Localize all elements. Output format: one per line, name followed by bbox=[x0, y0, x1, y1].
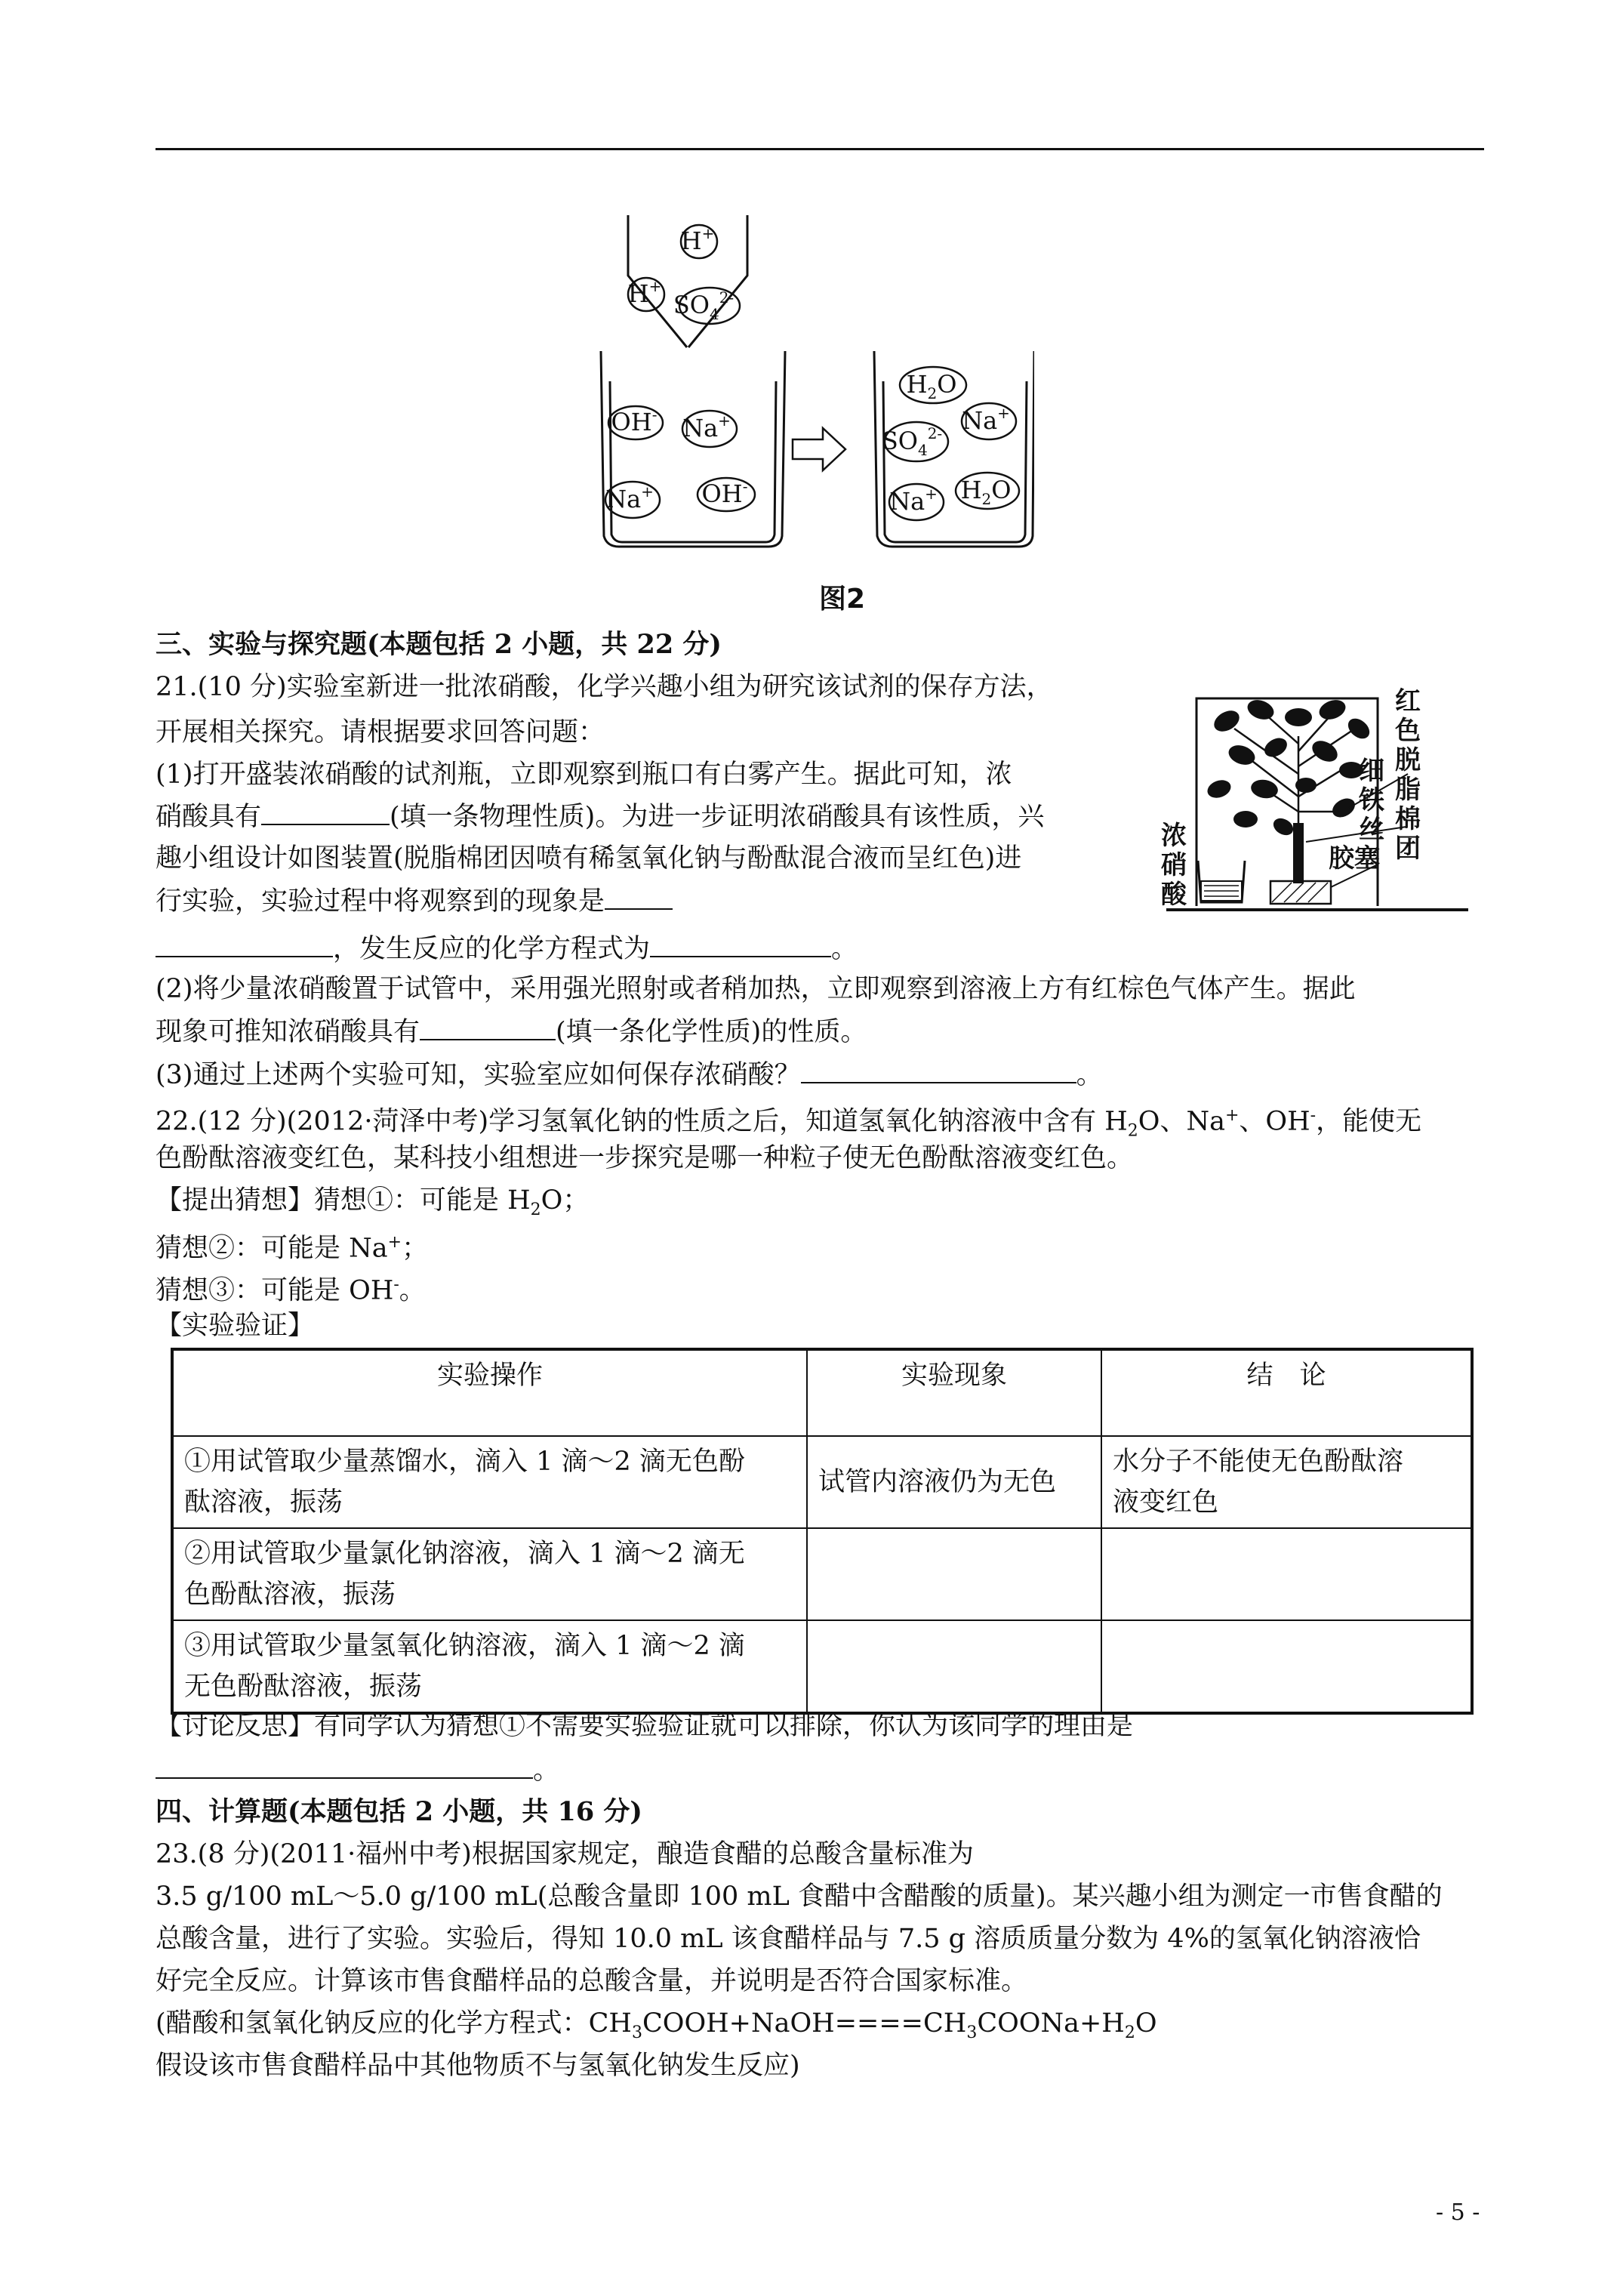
q21-l10-text: (3)通过上述两个实验可知，实验室应如何保存浓硝酸？ bbox=[156, 1060, 801, 1090]
q22-discuss: 【讨论反思】有同学认为猜想①不需要实验验证就可以排除，你认为该同学的理由是 bbox=[156, 1711, 1134, 1741]
q22-g2-a: 猜想②：可能是 Na bbox=[156, 1233, 388, 1264]
ion-h-2: H+ bbox=[627, 277, 662, 308]
q21-l4-end: (填一条物理性质)。为进一步证明浓硝酸具有该性质，兴 bbox=[390, 802, 1045, 832]
q22-g1-b: O； bbox=[540, 1185, 590, 1216]
row1-phenomenon: 试管内溶液仍为无色 bbox=[807, 1436, 1101, 1528]
header-phenomenon: 实验现象 bbox=[807, 1349, 1101, 1436]
q23-eq-b: COOH+NaOH====CH bbox=[642, 2008, 967, 2039]
ion-so4-right: $SO_4^{2-}$ bbox=[881, 424, 943, 459]
q22-guess-3: 猜想③：可能是 OH-。 bbox=[156, 1275, 426, 1306]
ion-na-4: Na+ bbox=[889, 485, 938, 516]
q22-l1-a: 22.(12 分)(2012·菏泽中考)学习氢氧化钠的性质之后，知道氢氧化钠溶液中含有 H bbox=[156, 1106, 1128, 1137]
q21-line-6 bbox=[156, 881, 673, 921]
q21-l10-end: 。 bbox=[1076, 1060, 1103, 1090]
q23-line-2: 3.5 g/100 mL～5.0 g/100 mL(总酸含量即 100 mL 食醋中含醋酸的质量)。某兴趣小组为测定一市售食醋的 bbox=[156, 1881, 1443, 1912]
q21-line-4 bbox=[156, 797, 1044, 837]
q21-line-1: 21.(10 分)实验室新进一批浓硝酸，化学兴趣小组为研究该试剂的保存方法， bbox=[156, 672, 1053, 702]
q21-line-2: 开展相关探究。请根据要求回答问题： bbox=[156, 717, 605, 747]
q22-g3-a: 猜想③：可能是 OH bbox=[156, 1275, 394, 1306]
row1-con-line1: 水分子不能使无色酚酞溶 bbox=[1113, 1447, 1404, 1477]
q21-line-7 bbox=[156, 929, 858, 969]
row1-op-line1: ①用试管取少量蒸馏水，滴入 1 滴～2 滴无色酚 bbox=[184, 1447, 745, 1477]
q21-line-5: 趣小组设计如图装置(脱脂棉团因喷有稀氢氧化钠与酚酞混合液而呈红色)进 bbox=[156, 843, 1022, 874]
q21-l6-text: 行实验，实验过程中将观察到的现象是 bbox=[156, 886, 605, 917]
q22-g1-a: 【提出猜想】猜想①：可能是 H bbox=[156, 1185, 531, 1216]
q21-blank-storage[interactable] bbox=[801, 1055, 1076, 1083]
q23-line-3: 总酸含量，进行了实验。实验后，得知 10.0 mL 该食醋样品与 7.5 g 溶质质量分数为 4%的氢氧化钠溶液恰 bbox=[156, 1924, 1421, 1954]
row1-op-line2: 酞溶液，振荡 bbox=[184, 1487, 343, 1518]
row1-operation bbox=[172, 1436, 807, 1528]
row1-conclusion bbox=[1101, 1436, 1472, 1528]
table-row bbox=[172, 1436, 1472, 1528]
q21-blank-chemical-property[interactable] bbox=[420, 1012, 556, 1040]
header-conclusion: 结 论 bbox=[1101, 1349, 1472, 1436]
q21-blank-physical-property[interactable] bbox=[261, 797, 390, 825]
q23-line-6: 假设该市售食醋样品中其他物质不与氢氧化钠发生反应) bbox=[156, 2051, 800, 2081]
ion-h-1: H+ bbox=[680, 224, 715, 255]
q21-l9-end: (填一条化学性质)的性质。 bbox=[556, 1017, 867, 1047]
figure-2-diagram bbox=[596, 211, 1034, 559]
q22-discuss-answer bbox=[156, 1750, 559, 1790]
q22-line-2: 色酚酞溶液变红色，某科技小组想进一步探究是哪一种粒子使无色酚酞溶液变红色。 bbox=[156, 1143, 1134, 1173]
q21-l7-text: ，发生反应的化学方程式为 bbox=[333, 934, 651, 964]
ion-so4-top: $SO_4^{2-}$ bbox=[673, 288, 735, 323]
label-red-cotton: 红色脱脂棉团 bbox=[1395, 686, 1421, 864]
section-4-heading: 四、计算题(本题包括 2 小题，共 16 分) bbox=[156, 1796, 642, 1827]
ion-oh-2: OH- bbox=[701, 477, 748, 508]
q22-l1-c: 、OH bbox=[1239, 1106, 1310, 1137]
ion-h2o-1: $H_2O$ bbox=[906, 370, 957, 402]
row3-op-line1: ③用试管取少量氢氧化钠溶液，滴入 1 滴～2 滴 bbox=[184, 1631, 745, 1661]
q22-g2-b: ； bbox=[402, 1233, 429, 1264]
q21-line-8: (2)将少量浓硝酸置于试管中，采用强光照射或者稍加热，立即观察到溶液上方有红棕色气体产生。据此 bbox=[156, 974, 1356, 1004]
row2-conclusion-blank[interactable] bbox=[1101, 1528, 1472, 1620]
header-operation: 实验操作 bbox=[172, 1349, 807, 1436]
q22-guess-1: 【提出猜想】猜想①：可能是 $H_2O$； bbox=[156, 1185, 590, 1219]
row2-operation bbox=[172, 1528, 807, 1620]
nitric-acid-apparatus bbox=[1151, 683, 1483, 925]
q21-l7-end: 。 bbox=[831, 934, 858, 964]
row1-con-line2: 液变红色 bbox=[1113, 1487, 1219, 1518]
row3-op-line2: 无色酚酞溶液，振荡 bbox=[184, 1672, 423, 1702]
q22-l1-d: ，能使无 bbox=[1316, 1106, 1422, 1137]
q22-g3-b: 。 bbox=[399, 1275, 426, 1306]
q23-line-4: 好完全反应。计算该市售食醋样品的总酸含量，并说明是否符合国家标准。 bbox=[156, 1966, 1028, 1996]
q23-eq-c: COONa+H bbox=[977, 2008, 1125, 2039]
row2-op-line1: ②用试管取少量氯化钠溶液，滴入 1 滴～2 滴无 bbox=[184, 1539, 745, 1569]
header-rule bbox=[156, 148, 1484, 150]
ion-oh-1: OH- bbox=[611, 405, 658, 436]
ion-h2o-2: $H_2O$ bbox=[960, 476, 1012, 508]
figure-2-caption: 图2 bbox=[819, 584, 866, 615]
q21-blank-equation[interactable] bbox=[650, 929, 831, 957]
q21-line-9 bbox=[156, 1012, 867, 1052]
section-3-heading: 三、实验与探究题(本题包括 2 小题，共 22 分) bbox=[156, 629, 722, 660]
row2-phenomenon-blank[interactable] bbox=[807, 1528, 1101, 1620]
label-iron-wire: 细铁丝 bbox=[1359, 756, 1384, 845]
row3-conclusion-blank[interactable] bbox=[1101, 1620, 1472, 1713]
q21-l4-start: 硝酸具有 bbox=[156, 802, 262, 832]
q22-blank-reason[interactable] bbox=[156, 1750, 533, 1779]
q21-line-10 bbox=[156, 1055, 1103, 1095]
label-rubber-plug: 胶塞 bbox=[1329, 843, 1380, 874]
q21-line-3: (1)打开盛装浓硝酸的试剂瓶，立即观察到瓶口有白雾产生。据此可知，浓 bbox=[156, 760, 1012, 790]
q23-line-1: 23.(8 分)(2011·福州中考)根据国家规定，酿造食醋的总酸含量标准为 bbox=[156, 1839, 974, 1869]
row3-operation bbox=[172, 1620, 807, 1713]
q22-discuss-end: 。 bbox=[533, 1755, 560, 1786]
table-row bbox=[172, 1528, 1472, 1620]
row3-phenomenon-blank[interactable] bbox=[807, 1620, 1101, 1713]
q21-l9-start: 现象可推知浓硝酸具有 bbox=[156, 1017, 420, 1047]
table-row bbox=[172, 1620, 1472, 1713]
ion-na-2: Na+ bbox=[605, 482, 654, 513]
q22-line-1: 22.(12 分)(2012·菏泽中考)学习氢氧化钠的性质之后，知道氢氧化钠溶液中含有 $H_2O$、Na+、OH-，能使无 bbox=[156, 1106, 1422, 1141]
q22-l1-b: O、Na bbox=[1138, 1106, 1225, 1137]
experiment-table bbox=[171, 1348, 1474, 1715]
ion-na-1: Na+ bbox=[682, 411, 731, 442]
q21-blank-phenomenon-b[interactable] bbox=[156, 929, 333, 957]
q23-eq-d: O bbox=[1135, 2008, 1157, 2039]
table-header-row bbox=[172, 1349, 1472, 1436]
q23-equation: (醋酸和氢氧化钠反应的化学方程式：$CH_3COOH+NaOH====CH_3COONa+H_2O$ bbox=[156, 2008, 1157, 2042]
q22-guess-2: 猜想②：可能是 Na+； bbox=[156, 1233, 429, 1264]
label-concentrated-nitric-acid: 浓硝酸 bbox=[1161, 821, 1187, 910]
page-number: - 5 - bbox=[1436, 2199, 1480, 2226]
q22-verify-heading: 【实验验证】 bbox=[156, 1311, 315, 1341]
q21-blank-phenomenon-a[interactable] bbox=[605, 881, 673, 910]
row2-op-line2: 色酚酞溶液，振荡 bbox=[184, 1579, 396, 1610]
q23-eq-a: (醋酸和氢氧化钠反应的化学方程式：CH bbox=[156, 2008, 632, 2039]
ion-na-3: Na+ bbox=[962, 404, 1010, 435]
